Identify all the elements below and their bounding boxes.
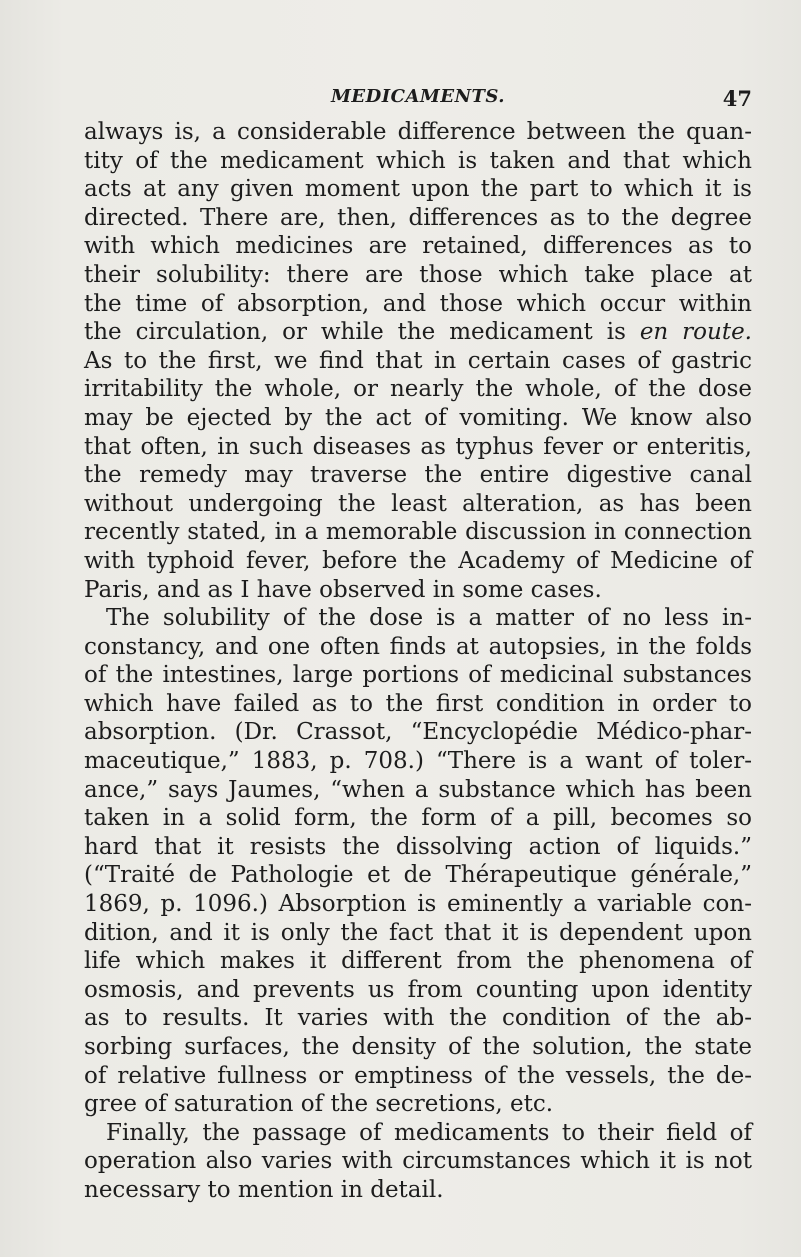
text-line: their solubility: there are those which take place at (84, 261, 752, 288)
text-line: irritability the whole, or nearly the whole, of the dose (84, 376, 752, 403)
text-line: the remedy may traverse the entire digestive canal (84, 462, 752, 489)
text-line: that often, in such diseases as typhus fever or enteritis, (84, 433, 752, 460)
paragraph-end-line: Paris, and as I have observed in some cases. (84, 576, 602, 603)
text-line: tity of the medicament which is taken and that which (84, 147, 752, 174)
italic-phrase: en route. (639, 319, 752, 346)
paragraph-end-line: necessary to mention in detail. (84, 1176, 444, 1203)
text-line: taken in a solid form, the form of a pill, becomes so (84, 805, 752, 832)
text-line: maceutique,” 1883, p. 708.) “There is a want of toler- (84, 748, 752, 775)
paragraph-end-line: gree of saturation of the secretions, etc. (84, 1091, 554, 1118)
text-line: osmosis, and prevents us from counting upon identity (84, 976, 752, 1003)
text-line: 1869, p. 1096.) Absorption is eminently a variable con- (84, 891, 752, 918)
text-line: with typhoid fever, before the Academy of Medicine of (84, 547, 752, 574)
text-line: may be ejected by the act of vomiting. We know also (84, 404, 752, 431)
text-line: (“Traité de Pathologie et de Thérapeutique générale,” (84, 862, 752, 889)
text-line: ance,” says Jaumes, “when a substance which has been (84, 776, 752, 803)
text-line: hard that it resists the dissolving action of liquids.” (84, 833, 752, 860)
running-title: MEDICAMENTS. (330, 86, 506, 107)
text-line: absorption. (Dr. Crassot, “Encyclopédie Médico-phar- (84, 719, 752, 746)
text-line: with which medicines are retained, differences as to (84, 233, 752, 260)
text-segment: the circulation, or while the medicament is (84, 319, 640, 346)
text-line: As to the first, we find that in certain cases of gastric (84, 347, 752, 374)
text-line: Finally, the passage of medicaments to their field of (106, 1119, 752, 1146)
text-line: sorbing surfaces, the density of the solution, the state (84, 1034, 752, 1060)
text-line: without undergoing the least alteration, as has been (84, 490, 752, 517)
text-line: recently stated, in a memorable discussion in connection (84, 519, 752, 546)
text-line: as to results. It varies with the condition of the ab- (84, 1005, 752, 1032)
text-line-with-italic (84, 318, 752, 347)
page-header (84, 86, 752, 116)
text-line: of relative fullness or emptiness of the vessels, the de- (84, 1062, 752, 1089)
text-line: constancy, and one often finds at autopsies, in the folds (84, 633, 752, 660)
page-number: 47 (722, 86, 752, 111)
text-line: The solubility of the dose is a matter of no less in- (106, 605, 752, 632)
text-line: always is, a considerable difference between the quan- (84, 119, 752, 145)
text-line: operation also varies with circumstances which it is not (84, 1148, 752, 1175)
body-text (84, 118, 752, 1205)
text-line: which have failed as to the first condition in order to (84, 690, 752, 717)
text-line: the time of absorption, and those which occur within (84, 290, 752, 317)
text-line: life which makes it different from the phenomena of (84, 948, 752, 975)
text-line: directed. There are, then, differences as to the degree (84, 204, 752, 231)
text-line: of the intestines, large portions of medicinal substances (84, 662, 752, 689)
text-line: dition, and it is only the fact that it is dependent upon (84, 919, 752, 946)
text-line: acts at any given moment upon the part to which it is (84, 176, 752, 203)
